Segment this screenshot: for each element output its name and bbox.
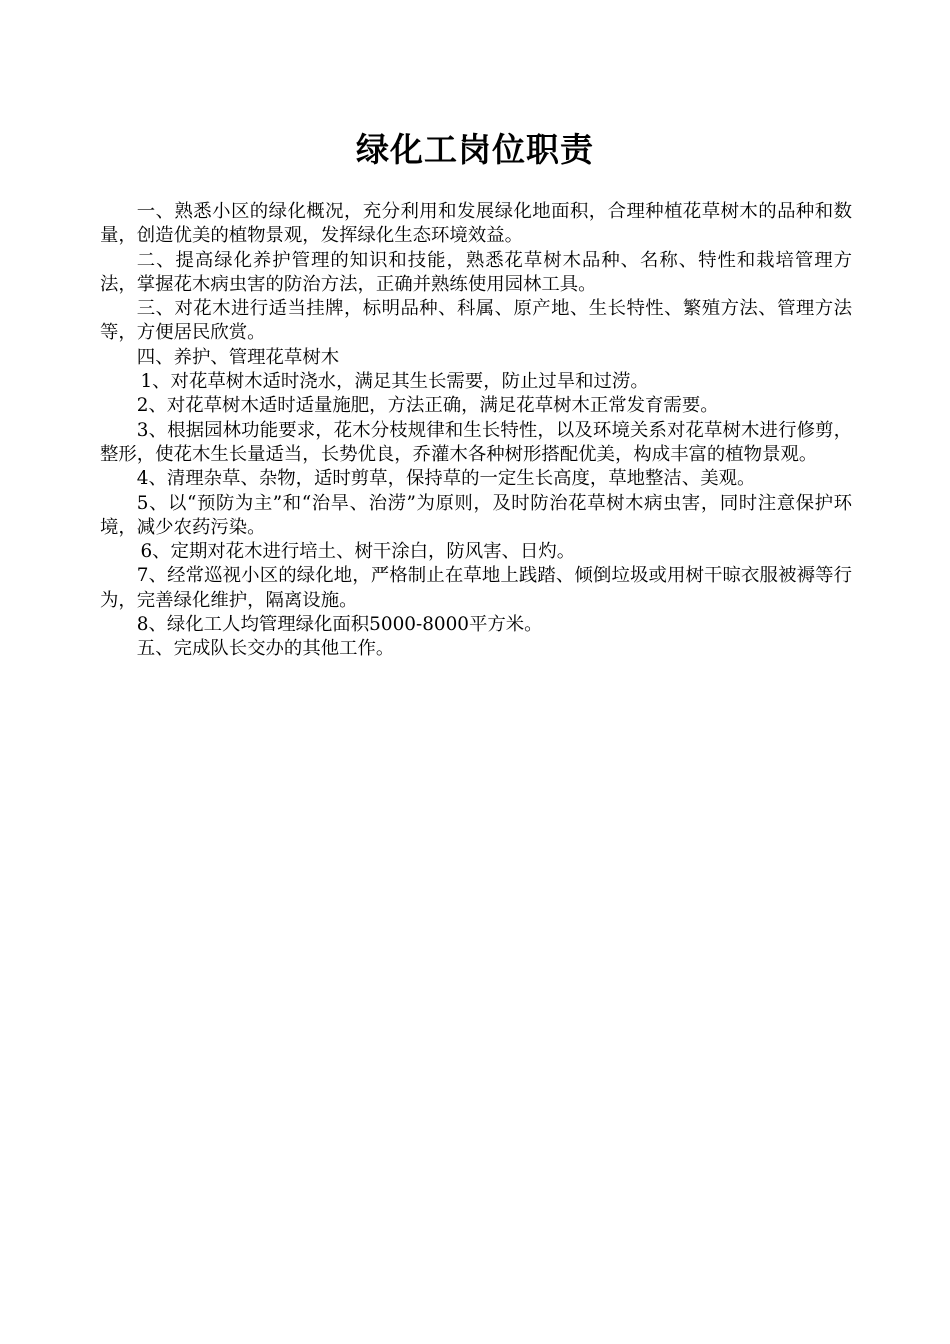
paragraph-4-item-4: 4、清理杂草、杂物，适时剪草，保持草的一定生长高度，草地整洁、美观。 bbox=[136, 468, 756, 490]
paragraph-4-item-5: 5、以“预防为主”和“治旱、治涝”为原则，及时防治花草树木病虫害，同时注意保护环境，减少农药污染。 bbox=[100, 492, 852, 538]
paragraph-4-item-8: 8、绿化工人均管理绿化面积5000-8000平方米。 bbox=[136, 614, 543, 636]
paragraph-4-item-3: 3、根据园林功能要求，花木分枝规律和生长特性，以及环境关系对花草树木进行修剪，整形，使花木生长量适当，长势优良，乔灌木各种树形搭配优美，构成丰富的植物景观。 bbox=[100, 419, 852, 465]
document-body bbox=[100, 200, 852, 662]
paragraph-2: 二、提高绿化养护管理的知识和技能，熟悉花草树木品种、名称、特性和栽培管理方法，掌握花木病虫害的防治方法，正确并熟练使用园林工具。 bbox=[100, 249, 852, 295]
paragraph-4-item-1: 1、对花草树木适时浇水，满足其生长需要，防止过旱和过涝。 bbox=[140, 371, 649, 393]
page-title: 绿化工岗位职责 bbox=[356, 130, 594, 169]
paragraph-4: 四、养护、管理花草树木 bbox=[136, 346, 340, 368]
paragraph-4-item-2: 2、对花草树木适时适量施肥，方法正确，满足花草树木正常发育需要。 bbox=[136, 395, 719, 417]
paragraph-1: 一、熟悉小区的绿化概况，充分利用和发展绿化地面积，合理种植花草树木的品种和数量，创造优美的植物景观，发挥绿化生态环境效益。 bbox=[100, 201, 852, 247]
paragraph-4-item-6: 6、定期对花木进行培土、树干涂白，防风害、日灼。 bbox=[140, 541, 576, 563]
paragraph-4-item-7: 7、经常巡视小区的绿化地，严格制止在草地上践踏、倾倒垃圾或用树干晾衣服被褥等行为，完善绿化维护，隔离设施。 bbox=[100, 565, 852, 611]
paragraph-5: 五、完成队长交办的其他工作。 bbox=[136, 638, 395, 660]
paragraph-3: 三、对花木进行适当挂牌，标明品种、科属、原产地、生长特性、繁殖方法、管理方法等，方便居民欣赏。 bbox=[100, 298, 852, 344]
